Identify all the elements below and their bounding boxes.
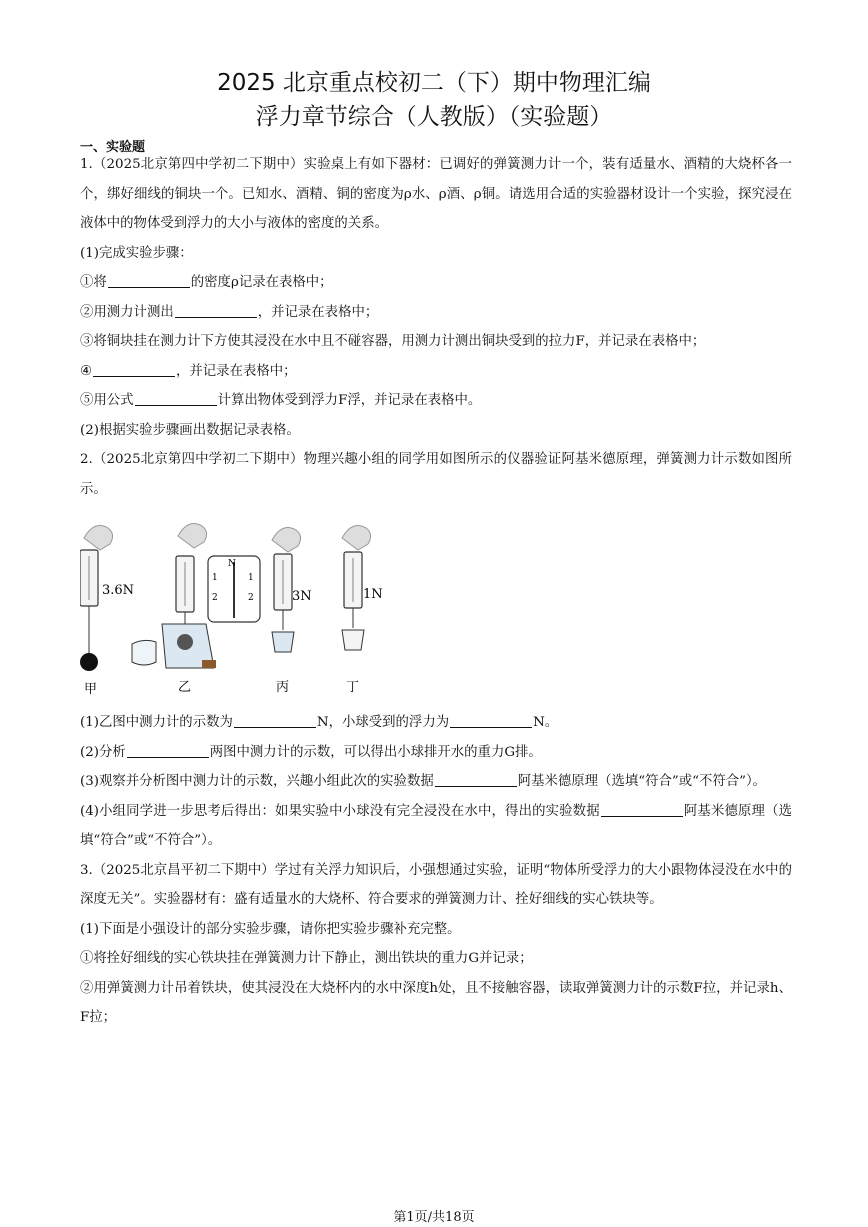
answer-blank[interactable] — [93, 362, 175, 377]
svg-text:1: 1 — [212, 573, 218, 583]
answer-blank[interactable] — [601, 802, 683, 817]
svg-text:N: N — [228, 559, 236, 569]
beaker — [132, 640, 156, 665]
q1-step1: ①将 的密度ρ记录在表格中； — [80, 275, 333, 290]
ball — [80, 653, 98, 671]
q3-intro: 3.（2025北京昌平初二下期中）学过有关浮力知识后，小强想通过实验，证明“物体所受浮力的大小跟物体浸没在水中的深度无关”。实验器材有：盛有适量水的大烧杯、符合要求的弹簧测力计、拴好细线的实心铁块等。 — [80, 862, 792, 907]
q1-step2: ②用测力计测出 ，并记录在表格中； — [80, 304, 379, 320]
answer-blank[interactable] — [234, 713, 316, 728]
q2-part1: (1)乙图中测力计的示数为 N，小球受到的浮力为 N。 — [80, 715, 559, 730]
answer-blank[interactable] — [108, 273, 190, 288]
page-footer: 第1页/共18页 — [393, 1210, 475, 1225]
answer-blank[interactable] — [435, 772, 517, 787]
answer-blank[interactable] — [450, 713, 532, 728]
q1-step3: ③将铜块挂在测力计下方使其浸没在水中且不碰容器，用测力计测出铜块受到的拉力F，并记录在表格中； — [80, 334, 706, 349]
hand-icon — [272, 528, 301, 552]
answer-blank[interactable] — [127, 743, 209, 758]
answer-blank[interactable] — [175, 303, 257, 318]
q2-part3: (3)观察并分析图中测力计的示数，兴趣小组此次的实验数据 阿基米德原理（选填“符合”或“不符合”）。 — [80, 774, 767, 789]
q2-part2: (2)分析 两图中测力计的示数，可以得出小球排开水的重力G排。 — [80, 744, 542, 760]
label-b: 乙 — [178, 680, 192, 695]
reading-d: 1N — [363, 587, 383, 602]
answer-blank[interactable] — [135, 391, 217, 406]
block — [202, 660, 216, 668]
section-heading: 一、实验题 — [80, 140, 146, 155]
bucket — [272, 632, 294, 652]
hand-icon — [84, 526, 113, 550]
q1-step4: ④ ，并记录在表格中； — [80, 363, 297, 379]
q1-sub2: (2)根据实验步骤画出数据记录表格。 — [80, 422, 300, 438]
q2-part4: (4)小组同学进一步思考后得出：如果实验中小球没有完全浸没在水中，得出的实验数据 阿基米德原理（选填“符合”或“不符合”）。 — [80, 803, 792, 848]
q2-intro: 2.（2025北京第四中学初二下期中）物理兴趣小组的同学用如图所示的仪器验证阿基米德原理，弹簧测力计示数如图所示。 — [80, 452, 792, 497]
ball — [177, 634, 193, 650]
q1-sub1: (1)完成实验步骤： — [80, 245, 193, 261]
q3-step1: ①将拴好细线的实心铁块挂在弹簧测力计下静止，测出铁块的重力G并记录； — [80, 951, 533, 966]
bucket — [342, 630, 364, 650]
experiment-figure — [80, 508, 792, 708]
reading-a: 3.6N — [102, 583, 135, 598]
svg-text:1: 1 — [248, 573, 254, 583]
question-body — [80, 150, 792, 1033]
hand-icon — [178, 524, 207, 548]
q1-step5: ⑤用公式 计算出物体受到浮力F浮，并记录在表格中。 — [80, 393, 482, 408]
label-c: 丙 — [276, 680, 290, 695]
label-a: 甲 — [84, 682, 98, 697]
doc-title-line2: 浮力章节综合（人教版）（实验题） — [255, 104, 613, 130]
doc-title-line1: 2025 北京重点校初二（下）期中物理汇编 — [217, 70, 651, 96]
q3-step2: ②用弹簧测力计吊着铁块，使其浸没在大烧杯内的水中深度h处，且不接触容器，读取弹簧测力计的示数F拉，并记录h、F拉； — [80, 980, 792, 1025]
label-d: 丁 — [346, 680, 360, 695]
svg-text:2: 2 — [248, 593, 254, 603]
figure-drawing — [80, 508, 410, 708]
q3-sub1: (1)下面是小强设计的部分实验步骤，请你把实验步骤补充完整。 — [80, 921, 461, 937]
hand-icon — [342, 526, 371, 550]
reading-c: 3N — [292, 589, 312, 604]
q1-intro: 1.（2025北京第四中学初二下期中）实验桌上有如下器材：已调好的弹簧测力计一个，装有适量水、酒精的大烧杯各一个，绑好细线的铜块一个。已知水、酒精、铜的密度为ρ水、ρ酒、ρ铜。请选用合适的实验器材设计一个实验，探究浸在液体中的物体受到浮力的大小与液体的密度的关系。 — [80, 157, 792, 231]
svg-text:2: 2 — [212, 593, 218, 603]
